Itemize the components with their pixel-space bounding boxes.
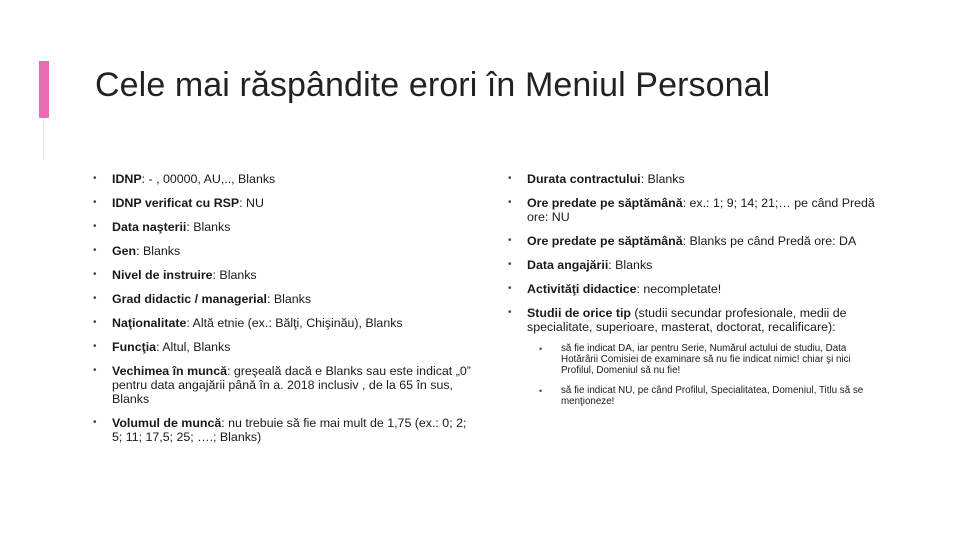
list-item-ore-predate-nu — [508, 196, 890, 224]
list-item-ore-predate-da — [508, 234, 890, 248]
slide-title: Cele mai răspândite erori în Meniul Personal — [95, 66, 771, 104]
item-text: : - , 00000, AU,.., Blanks — [141, 172, 276, 186]
left-error-list — [93, 172, 473, 454]
item-term: Grad didactic / managerial — [112, 292, 267, 306]
item-text: : ex.: 1; 9; 14; 21;… pe când Predă ore: NU — [527, 196, 875, 224]
item-text: : Blanks — [640, 172, 685, 186]
item-text: : Altă etnie (ex.: Bălţi, Chişinău), Blanks — [186, 316, 403, 330]
list-item-nationalitate — [93, 316, 473, 330]
item-term: IDNP verificat cu RSP — [112, 196, 240, 210]
item-term: Studii de orice tip — [527, 306, 631, 320]
accent-bar — [39, 61, 49, 118]
item-text: : Blanks — [608, 258, 653, 272]
item-term: Data naşterii — [112, 220, 187, 234]
list-item-studii — [508, 306, 890, 408]
item-text: : Blanks — [186, 220, 231, 234]
right-error-list — [508, 172, 890, 418]
list-item-idnp-verificat — [93, 196, 473, 210]
list-item-durata-contractului — [508, 172, 890, 186]
item-text: : Blanks — [136, 244, 181, 258]
item-term: Durata contractului — [527, 172, 641, 186]
accent-divider — [43, 118, 44, 160]
list-item-vechimea — [93, 364, 473, 406]
item-text: (studii secundar profesionale, medii de specialitate, superioare, masterat, doctorat, recalificare): — [527, 306, 847, 334]
item-term: Ore predate pe săptămână — [527, 196, 683, 210]
item-term: Gen — [112, 244, 137, 258]
item-term: Naţionalitate — [112, 316, 187, 330]
list-item-grad-didactic — [93, 292, 473, 306]
item-text: : nu trebuie să fie mai mult de 1,75 (ex.: 0; 2; 5; 11; 17,5; 25; ….; Blanks) — [112, 416, 467, 444]
list-item-gen — [93, 244, 473, 258]
item-text: : Altul, Blanks — [156, 340, 231, 354]
sublist-item: • să fie indicat DA, iar pentru Serie, Numărul actului de studiu, Data Hotărârii Comisiei de examinare să nu fie indicat nimic! chiar şi nici Profilul, Domeniul să nu fie! — [527, 344, 867, 376]
item-text: : Blanks — [266, 292, 312, 306]
item-text: : necompletate! — [636, 282, 722, 296]
item-term: Funcţia — [112, 340, 157, 354]
item-text: : NU — [239, 196, 264, 210]
item-term: Nivel de instruire — [112, 268, 213, 282]
item-term: Vechimea în muncă — [112, 364, 228, 378]
item-term: Data angajării — [527, 258, 609, 272]
list-item-data-angajarii — [508, 258, 890, 272]
item-term: Volumul de muncă — [112, 416, 222, 430]
item-term: Ore predate pe săptămână — [527, 234, 683, 248]
item-term: IDNP — [112, 172, 142, 186]
list-item-idnp — [93, 172, 473, 186]
studii-sublist — [527, 344, 867, 408]
list-item-nivel-instruire — [93, 268, 473, 282]
sublist-item: • să fie indicat NU, pe când Profilul, Specialitatea, Domeniul, Titlu să se menţioneze! — [527, 386, 867, 408]
list-item-volumul — [93, 416, 473, 444]
item-text: : greşeală dacă e Blanks sau este indicat „0” pentru data angajării până în a. 2018 inclusiv , de la 65 în sus, Blanks — [112, 364, 471, 406]
item-term: Activităţi didactice — [527, 282, 637, 296]
list-item-data-nasterii — [93, 220, 473, 234]
list-item-functia — [93, 340, 473, 354]
item-text: : Blanks pe când Predă ore: DA — [682, 234, 857, 248]
item-text: : Blanks — [212, 268, 257, 282]
list-item-activitati-didactice — [508, 282, 890, 296]
